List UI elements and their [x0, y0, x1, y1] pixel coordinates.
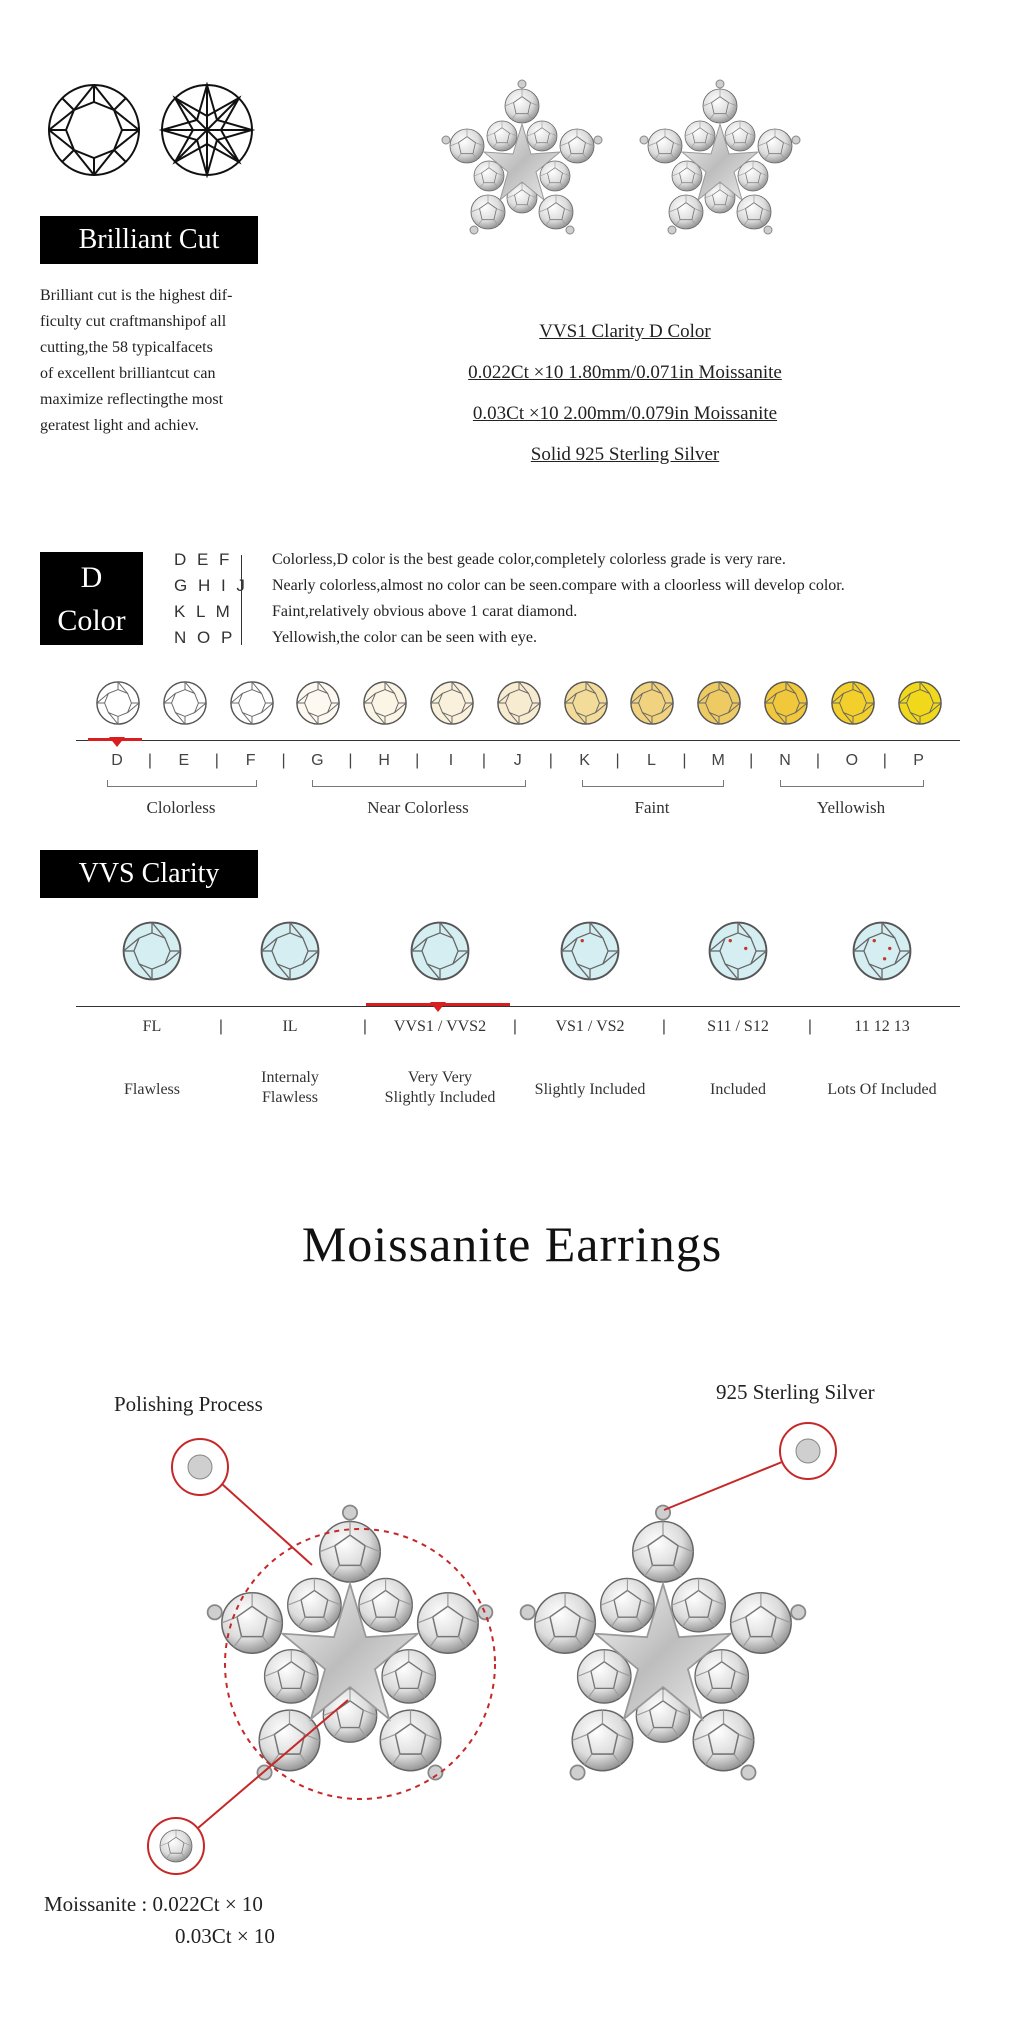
- clarity-separator: |: [661, 1018, 667, 1035]
- color-letter: N: [779, 752, 791, 769]
- clarity-code: VS1 / VS2: [555, 1018, 625, 1035]
- spec-moissanite-small: 0.022Ct ×10 1.80mm/0.071in Moissanite: [468, 362, 782, 383]
- letter-separator: |: [214, 752, 219, 769]
- grade-description: Nearly colorless,almost no color can be seen.compare with a cloorless will develop color.: [272, 577, 845, 594]
- moissanite-weight-line2: 0.03Ct × 10: [175, 1924, 275, 1948]
- group-label-near-colorless: Near Colorless: [367, 798, 469, 817]
- color-letter: L: [646, 752, 656, 769]
- vvs-clarity-title: VVS Clarity: [40, 850, 258, 898]
- color-letter: F: [245, 752, 256, 769]
- letter-separator: |: [548, 752, 553, 769]
- brilliant-cut-description: [40, 283, 270, 439]
- description-line: of excellent brilliantcut can: [40, 365, 216, 382]
- color-letter: P: [913, 752, 924, 769]
- d-color-letter: D: [80, 561, 103, 594]
- brilliant-cut-bottom-view-icon: [159, 82, 255, 178]
- brilliant-cut-top-view-icon: [46, 82, 142, 178]
- grade-code: K L M: [174, 602, 233, 621]
- clarity-name: [215, 1068, 365, 1108]
- clarity-separator: |: [807, 1018, 813, 1035]
- moissanite-weight-line1: Moissanite : 0.022Ct × 10: [44, 1892, 263, 1916]
- color-letter: D: [111, 752, 123, 769]
- color-gem-k: [563, 680, 609, 726]
- color-gem-l: [629, 680, 675, 726]
- clarity-scale-line: [76, 1006, 960, 1007]
- star-earring-left-image: [440, 74, 605, 249]
- letter-separator: |: [815, 752, 821, 769]
- clarity-name-line: Internaly: [261, 1069, 319, 1086]
- group-bracket: [582, 780, 724, 787]
- color-scale-line: [76, 740, 960, 741]
- d-color-word: Color: [57, 604, 126, 637]
- clarity-separator: |: [218, 1018, 224, 1035]
- clarity-name-line: Flawless: [262, 1089, 318, 1106]
- letter-separator: |: [882, 752, 887, 769]
- group-bracket: [312, 780, 526, 787]
- star-earring-right-image: [638, 74, 803, 249]
- clarity-name-line: Slightly Included: [384, 1089, 496, 1106]
- color-gem-e: [162, 680, 208, 726]
- color-letter: H: [378, 752, 390, 769]
- clarity-name-line: Flawless: [124, 1081, 180, 1098]
- group-label-colorless: Clolorless: [146, 798, 216, 817]
- grade-description: Yellowish,the color can be seen with eye.: [272, 629, 537, 646]
- clarity-gem: [259, 920, 321, 982]
- brilliant-cut-title: Brilliant Cut: [40, 216, 258, 264]
- description-line: cutting,the 58 typicalfacets: [40, 339, 213, 356]
- page-title: Moissanite Earrings: [301, 1216, 723, 1272]
- color-gem-p: [897, 680, 943, 726]
- clarity-gem: [851, 920, 913, 982]
- grade-description: Faint,relatively obvious above 1 carat diamond.: [272, 603, 578, 620]
- group-label-yellowish: Yellowish: [816, 798, 886, 817]
- spec-metal: Solid 925 Sterling Silver: [530, 444, 720, 465]
- clarity-name: [365, 1068, 515, 1108]
- color-letter: J: [513, 752, 522, 769]
- group-bracket: [107, 780, 257, 787]
- polishing-process-label: Polishing Process: [114, 1392, 263, 1416]
- clarity-marker-icon: [428, 1000, 448, 1014]
- clarity-separator: |: [362, 1018, 368, 1035]
- clarity-gem: [559, 920, 621, 982]
- color-letter: I: [448, 752, 454, 769]
- clarity-gem: [121, 920, 183, 982]
- color-letter: E: [178, 752, 190, 769]
- clarity-code: S11 / S12: [707, 1018, 769, 1035]
- letter-separator: |: [682, 752, 687, 769]
- grade-code: D E F: [174, 550, 233, 569]
- description-line: geratest light and achiev.: [40, 417, 199, 434]
- spec-moissanite-large: 0.03Ct ×10 2.00mm/0.079in Moissanite: [472, 403, 778, 424]
- color-gem-o: [830, 680, 876, 726]
- spec-clarity-color: VVS1 Clarity D Color: [539, 321, 711, 342]
- clarity-name-line: Slightly Included: [534, 1081, 646, 1098]
- letter-separator: |: [415, 752, 420, 769]
- color-gem-d: [95, 680, 141, 726]
- color-marker-icon: [107, 735, 127, 749]
- description-line: ficulty cut craftmanshipof all: [40, 313, 227, 330]
- group-bracket: [780, 780, 924, 787]
- letter-separator: |: [749, 752, 754, 769]
- grade-code: G H I J: [174, 576, 248, 595]
- color-letter: G: [311, 752, 324, 769]
- clarity-code: IL: [282, 1018, 298, 1035]
- clarity-name: [663, 1080, 813, 1100]
- color-gem-i: [429, 680, 475, 726]
- grade-description: Colorless,D color is the best geade color,completely colorless grade is very rare.: [272, 551, 786, 568]
- clarity-code: FL: [142, 1018, 162, 1035]
- clarity-gem: [409, 920, 471, 982]
- letter-separator: |: [147, 752, 153, 769]
- clarity-code: 11 12 13: [854, 1018, 910, 1035]
- clarity-name: [515, 1080, 665, 1100]
- group-label-faint: Faint: [634, 798, 670, 817]
- letter-separator: |: [281, 752, 286, 769]
- clarity-separator: |: [512, 1018, 518, 1035]
- description-line: Brilliant cut is the highest dif-: [40, 287, 233, 304]
- clarity-name: [77, 1080, 227, 1100]
- d-color-title: [40, 552, 143, 645]
- grade-code: N O P: [174, 628, 236, 647]
- letter-separator: |: [615, 752, 620, 769]
- letter-separator: |: [481, 752, 487, 769]
- color-gem-n: [763, 680, 809, 726]
- clarity-gem: [707, 920, 769, 982]
- clarity-name-line: Lots Of Included: [827, 1081, 937, 1098]
- grade-divider: [241, 555, 242, 645]
- clarity-name-line: Included: [710, 1081, 766, 1098]
- color-gem-g: [295, 680, 341, 726]
- clarity-name: [807, 1080, 957, 1100]
- color-letter: M: [711, 752, 725, 769]
- color-gem-m: [696, 680, 742, 726]
- color-gem-f: [229, 680, 275, 726]
- color-gem-h: [362, 680, 408, 726]
- color-gem-j: [496, 680, 542, 726]
- sterling-silver-label: 925 Sterling Silver: [716, 1380, 875, 1404]
- letter-separator: |: [348, 752, 353, 769]
- clarity-code: VVS1 / VVS2: [393, 1018, 487, 1035]
- clarity-name-line: Very Very: [407, 1069, 473, 1086]
- color-letter: O: [845, 752, 859, 769]
- color-letter: K: [579, 752, 590, 769]
- description-line: maximize reflectingthe most: [40, 391, 224, 408]
